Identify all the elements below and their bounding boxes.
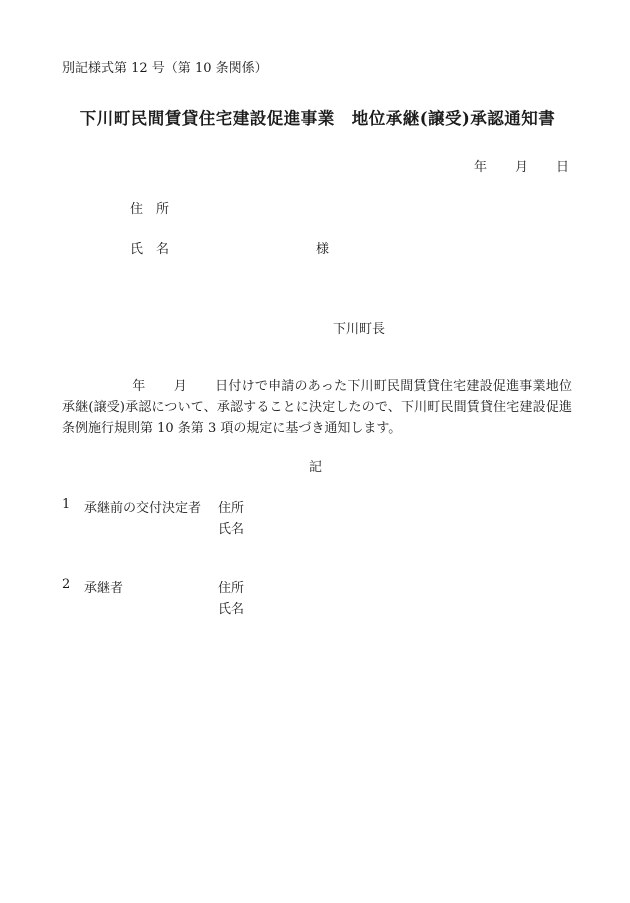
date-year-label: 年 <box>474 160 488 175</box>
item-address-label: 住所 <box>218 581 245 596</box>
form-number: 別記様式第 12 号（第 10 条関係） <box>62 61 268 76</box>
document-title: 下川町民間賃貸住宅建設促進事業 地位承継(譲受)承認通知書 <box>79 109 556 128</box>
body-text: 日付けで申請のあった下川町民間賃貸住宅建設促進事業地位承継(譲受)承認について、承認することに決定したので、下川町民間賃貸住宅建設促進条例施行規則第 10 条第 3 項の規定に基づき通知します。 <box>62 379 572 436</box>
item-name-label: 氏名 <box>218 522 245 537</box>
body-year-label: 年 <box>132 379 146 394</box>
item-number: 1 <box>62 497 71 512</box>
item-name-label: 氏名 <box>218 602 245 617</box>
item-address-label: 住所 <box>218 501 245 516</box>
item-number: 2 <box>62 577 71 592</box>
ki-heading: 記 <box>309 460 323 475</box>
date-month-label: 月 <box>515 160 529 175</box>
recipient-honorific: 様 <box>316 242 330 257</box>
issuer-name: 下川町長 <box>333 322 386 337</box>
item-label: 承継者 <box>84 581 124 596</box>
body-month-label: 月 <box>173 379 187 394</box>
item-label: 承継前の交付決定者 <box>84 501 202 516</box>
date-line <box>474 156 569 175</box>
recipient-address-label: 住 所 <box>130 202 170 217</box>
date-day-label: 日 <box>556 160 570 175</box>
recipient-name-label: 氏 名 <box>130 242 170 257</box>
body-paragraph <box>62 376 572 439</box>
